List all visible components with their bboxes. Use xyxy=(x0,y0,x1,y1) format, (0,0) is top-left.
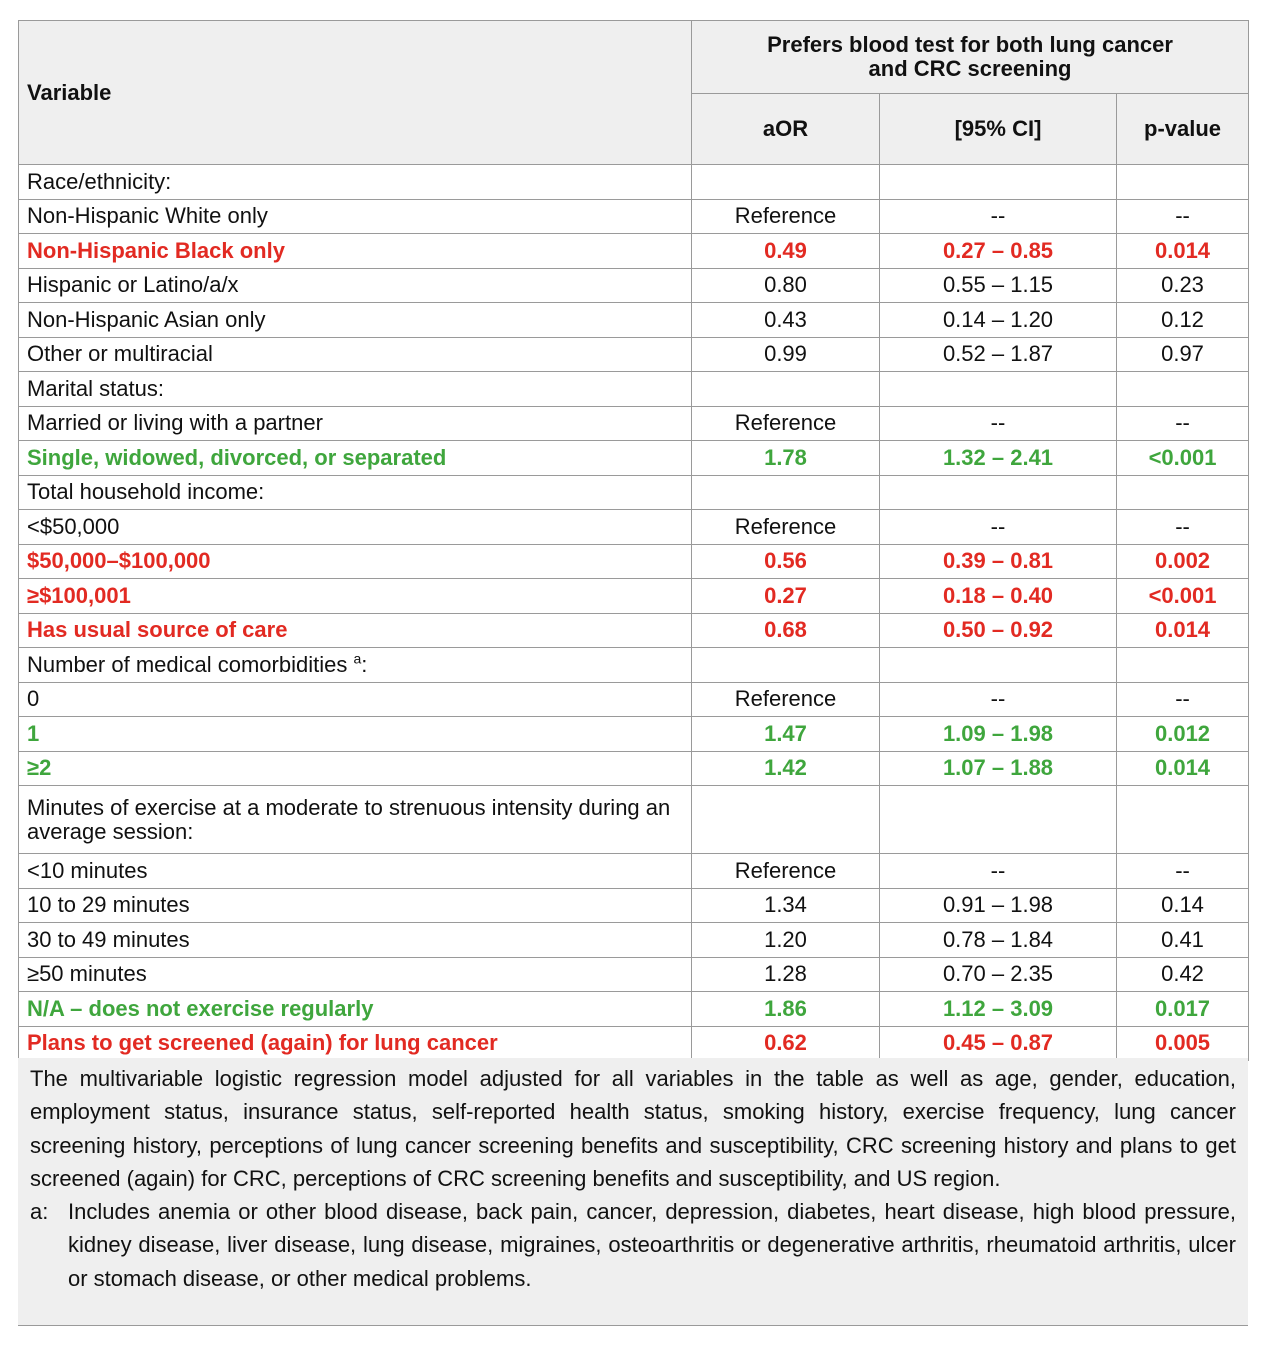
variable-label: Non-Hispanic Black only xyxy=(27,237,285,263)
table-row xyxy=(19,544,1249,579)
p-value-cell xyxy=(1117,648,1249,683)
aor-cell: Reference xyxy=(692,406,880,441)
table-notes xyxy=(18,1058,1248,1326)
table-row xyxy=(19,475,1249,510)
ci-cell: 1.09 – 1.98 xyxy=(880,717,1117,752)
aor-cell: Reference xyxy=(692,854,880,889)
variable-cell xyxy=(19,234,692,269)
table-row xyxy=(19,786,1249,854)
table-row xyxy=(19,510,1249,545)
variable-cell xyxy=(19,441,692,476)
variable-label: Plans to get screened (again) for lung cancer xyxy=(27,1030,498,1056)
aor-cell: 0.27 xyxy=(692,579,880,614)
aor-cell: 0.62 xyxy=(692,1026,880,1061)
aor-cell xyxy=(692,165,880,200)
table-row xyxy=(19,957,1249,992)
variable-cell xyxy=(19,303,692,338)
aor-cell: 1.78 xyxy=(692,441,880,476)
variable-label: Has usual source of care xyxy=(27,617,288,643)
aor-cell: 0.43 xyxy=(692,303,880,338)
aor-cell: 0.68 xyxy=(692,613,880,648)
table-row xyxy=(19,613,1249,648)
table-row xyxy=(19,854,1249,889)
variable-cell xyxy=(19,268,692,303)
table-row xyxy=(19,165,1249,200)
p-value-cell: 0.014 xyxy=(1117,613,1249,648)
p-value-cell: <0.001 xyxy=(1117,579,1249,614)
ci-cell: 0.78 – 1.84 xyxy=(880,923,1117,958)
ci-cell: 0.55 – 1.15 xyxy=(880,268,1117,303)
variable-label: <$50,000 xyxy=(27,513,120,539)
p-value-cell: -- xyxy=(1117,682,1249,717)
table-row xyxy=(19,303,1249,338)
table-row xyxy=(19,751,1249,786)
table-row xyxy=(19,888,1249,923)
aor-cell: 1.86 xyxy=(692,992,880,1027)
aor-cell: Reference xyxy=(692,510,880,545)
variable-cell xyxy=(19,510,692,545)
variable-label: Single, widowed, divorced, or separated xyxy=(27,444,447,470)
ci-cell xyxy=(880,475,1117,510)
variable-label: Hispanic or Latino/a/x xyxy=(27,272,239,298)
ci-header: [95% CI] xyxy=(880,94,1117,165)
variable-label: Non-Hispanic Asian only xyxy=(27,306,266,332)
variable-label: $50,000–$100,000 xyxy=(27,548,211,574)
ci-cell xyxy=(880,648,1117,683)
p-value-cell: 0.42 xyxy=(1117,957,1249,992)
variable-label: Other or multiracial xyxy=(27,341,213,367)
variable-label: 1 xyxy=(27,720,40,746)
variable-cell xyxy=(19,751,692,786)
aor-cell: 0.49 xyxy=(692,234,880,269)
table-row xyxy=(19,337,1249,372)
ci-cell: 0.70 – 2.35 xyxy=(880,957,1117,992)
variable-label: ≥50 minutes xyxy=(27,961,147,987)
table-body xyxy=(19,165,1249,1061)
variable-cell xyxy=(19,544,692,579)
variable-cell xyxy=(19,579,692,614)
aor-cell xyxy=(692,475,880,510)
aor-cell: 1.28 xyxy=(692,957,880,992)
p-value-cell: 0.017 xyxy=(1117,992,1249,1027)
variable-cell xyxy=(19,1026,692,1061)
footnote-key: a: xyxy=(30,1199,49,1225)
variable-cell xyxy=(19,165,692,200)
p-value-cell: <0.001 xyxy=(1117,441,1249,476)
p-value-cell: 0.97 xyxy=(1117,337,1249,372)
p-value-cell: 0.005 xyxy=(1117,1026,1249,1061)
ci-cell: 0.14 – 1.20 xyxy=(880,303,1117,338)
table-row xyxy=(19,234,1249,269)
ci-cell: 1.12 – 3.09 xyxy=(880,992,1117,1027)
variable-label: Married or living with a partner xyxy=(27,410,323,436)
ci-cell: 0.52 – 1.87 xyxy=(880,337,1117,372)
p-value-cell: 0.014 xyxy=(1117,751,1249,786)
variable-cell xyxy=(19,613,692,648)
variable-cell xyxy=(19,923,692,958)
aor-cell: Reference xyxy=(692,682,880,717)
results-table xyxy=(18,20,1249,1061)
table-row xyxy=(19,406,1249,441)
variable-cell xyxy=(19,717,692,752)
variable-label: Marital status: xyxy=(27,375,164,401)
ci-cell xyxy=(880,372,1117,407)
table-row xyxy=(19,648,1249,683)
p-value-cell: 0.12 xyxy=(1117,303,1249,338)
ci-cell: -- xyxy=(880,510,1117,545)
aor-cell: 0.80 xyxy=(692,268,880,303)
variable-cell xyxy=(19,475,692,510)
table-row xyxy=(19,992,1249,1027)
variable-cell xyxy=(19,992,692,1027)
aor-cell xyxy=(692,648,880,683)
variable-cell xyxy=(19,888,692,923)
ci-cell xyxy=(880,786,1117,854)
ci-cell: -- xyxy=(880,854,1117,889)
ci-cell: 1.07 – 1.88 xyxy=(880,751,1117,786)
variable-label: 30 to 49 minutes xyxy=(27,926,190,952)
variable-label: Race/ethnicity: xyxy=(27,168,172,194)
p-value-cell: 0.014 xyxy=(1117,234,1249,269)
table-row xyxy=(19,682,1249,717)
variable-label: 0 xyxy=(27,686,40,712)
ci-cell: -- xyxy=(880,406,1117,441)
table-row xyxy=(19,372,1249,407)
group-header: Prefers blood test for both lung cancer and CRC screening xyxy=(692,21,1249,94)
p-value-header: p-value xyxy=(1117,94,1249,165)
ci-cell: 0.45 – 0.87 xyxy=(880,1026,1117,1061)
variable-cell xyxy=(19,337,692,372)
variable-cell xyxy=(19,406,692,441)
ci-cell: -- xyxy=(880,199,1117,234)
model-note: The multivariable logistic regression model adjusted for all variables in the table as well as age, gender, education, employment status, insurance status, self-reported health status, smoking history, exercise frequency, lung cancer screening history, perceptions of lung cancer screening benefits and susceptibility, CRC screening history and plans to get screened (again) for CRC, perceptions of CRC screening benefits and susceptibility, and US region. xyxy=(30,1066,1236,1191)
aor-cell: 1.42 xyxy=(692,751,880,786)
variable-label: ≥$100,001 xyxy=(27,582,131,608)
variable-label: <10 minutes xyxy=(27,857,148,883)
ci-cell: 0.18 – 0.40 xyxy=(880,579,1117,614)
p-value-cell: 0.14 xyxy=(1117,888,1249,923)
aor-cell: Reference xyxy=(692,199,880,234)
ci-cell: 1.32 – 2.41 xyxy=(880,441,1117,476)
p-value-cell: -- xyxy=(1117,199,1249,234)
aor-cell: 0.99 xyxy=(692,337,880,372)
p-value-cell xyxy=(1117,165,1249,200)
p-value-cell: -- xyxy=(1117,406,1249,441)
variable-label: 10 to 29 minutes xyxy=(27,892,190,918)
footnote-text: Includes anemia or other blood disease, back pain, cancer, depression, diabetes, heart disease, high blood pressure, kidney disease, liver disease, lung disease, migraines, osteoarthritis or degenerative arthritis, rheumatoid arthritis, ulcer or stomach disease, or other medical problems. xyxy=(68,1199,1236,1291)
p-value-cell: 0.23 xyxy=(1117,268,1249,303)
variable-header: Variable xyxy=(19,21,692,165)
variable-cell xyxy=(19,682,692,717)
aor-cell xyxy=(692,372,880,407)
aor-cell xyxy=(692,786,880,854)
table-row xyxy=(19,717,1249,752)
aor-cell: 1.34 xyxy=(692,888,880,923)
variable-label: ≥2 xyxy=(27,755,52,781)
variable-cell xyxy=(19,199,692,234)
table-row xyxy=(19,441,1249,476)
variable-label: N/A – does not exercise regularly xyxy=(27,995,374,1021)
table-row xyxy=(19,1026,1249,1061)
p-value-cell: -- xyxy=(1117,854,1249,889)
aor-cell: 1.20 xyxy=(692,923,880,958)
p-value-cell: 0.012 xyxy=(1117,717,1249,752)
ci-cell: -- xyxy=(880,682,1117,717)
ci-cell: 0.50 – 0.92 xyxy=(880,613,1117,648)
variable-cell xyxy=(19,786,692,854)
variable-cell xyxy=(19,648,692,683)
p-value-cell: 0.41 xyxy=(1117,923,1249,958)
p-value-cell xyxy=(1117,475,1249,510)
variable-cell xyxy=(19,957,692,992)
ci-cell xyxy=(880,165,1117,200)
ci-cell: 0.27 – 0.85 xyxy=(880,234,1117,269)
variable-cell xyxy=(19,854,692,889)
label-suffix: : xyxy=(361,651,368,677)
table-row xyxy=(19,268,1249,303)
p-value-cell: -- xyxy=(1117,510,1249,545)
variable-label: Minutes of exercise at a moderate to strenuous intensity during an average session: xyxy=(27,794,671,844)
table-row xyxy=(19,923,1249,958)
aor-cell: 1.47 xyxy=(692,717,880,752)
p-value-cell xyxy=(1117,372,1249,407)
table-row xyxy=(19,199,1249,234)
variable-label: Number of medical comorbidities xyxy=(27,651,354,677)
table-row xyxy=(19,579,1249,614)
variable-label: Total household income: xyxy=(27,479,265,505)
p-value-cell xyxy=(1117,786,1249,854)
ci-cell: 0.39 – 0.81 xyxy=(880,544,1117,579)
aor-header: aOR xyxy=(692,94,880,165)
variable-cell xyxy=(19,372,692,407)
aor-cell: 0.56 xyxy=(692,544,880,579)
ci-cell: 0.91 – 1.98 xyxy=(880,888,1117,923)
footnote-marker: a xyxy=(353,650,362,667)
p-value-cell: 0.002 xyxy=(1117,544,1249,579)
variable-label: Non-Hispanic White only xyxy=(27,203,268,229)
footnote-a xyxy=(30,1195,1236,1295)
